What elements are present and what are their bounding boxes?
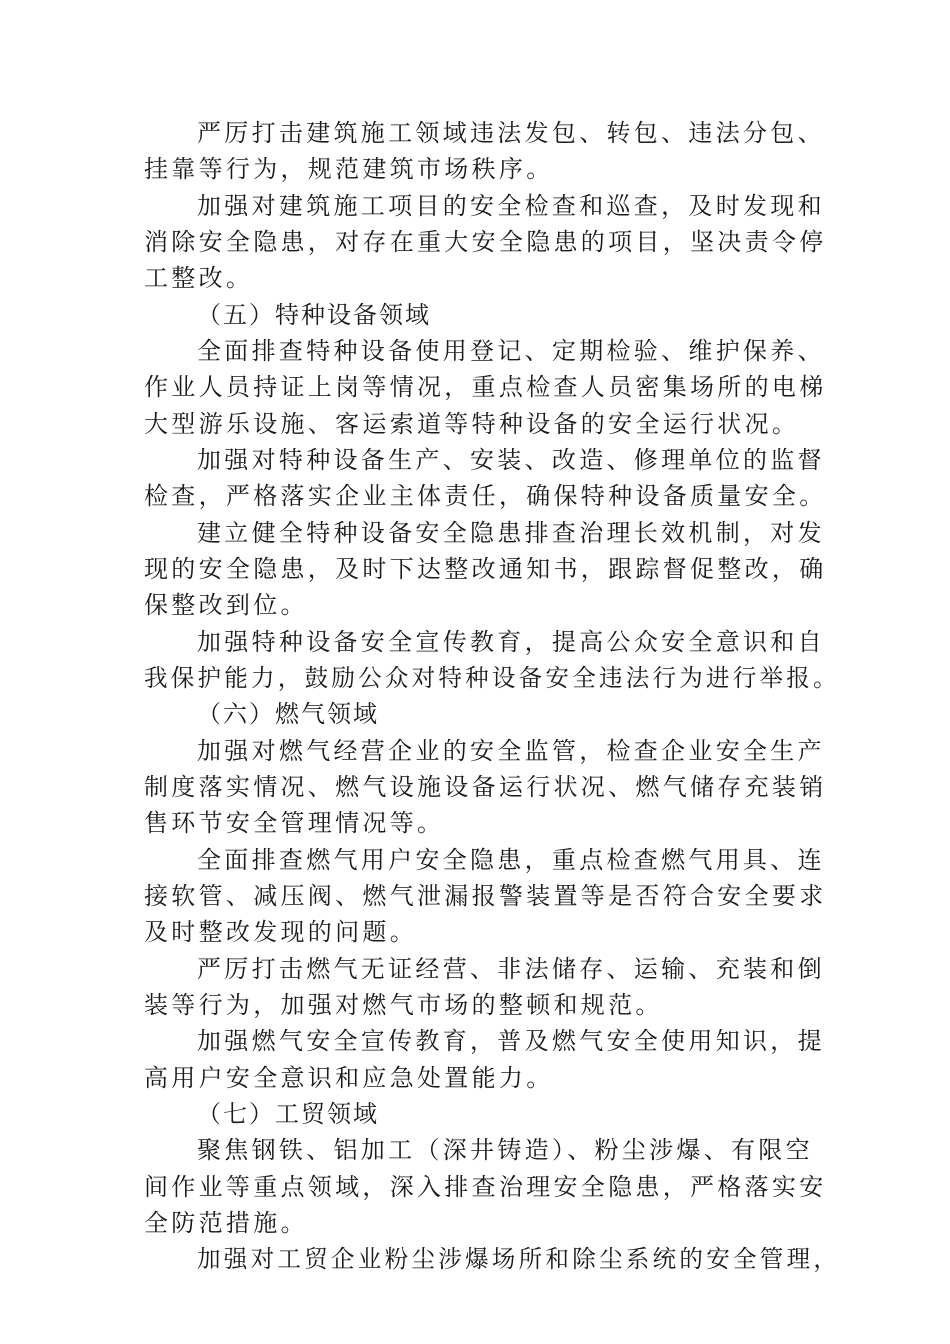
paragraph-line: 加强特种设备安全宣传教育，提高公众安全意识和自 (197, 628, 825, 656)
paragraph-line: 售环节安全管理情况等。 (144, 809, 445, 837)
paragraph-line: 全防范措施。 (144, 1209, 308, 1237)
paragraph-line: 高用户安全意识和应急处置能力。 (144, 1064, 554, 1092)
paragraph-line: 检查，严格落实企业主体责任，确保特种设备质量安全。 (144, 482, 827, 510)
paragraph-line: 加强对建筑施工项目的安全检查和巡查，及时发现和 (197, 192, 825, 220)
paragraph-line: 大型游乐设施、客运索道等特种设备的安全运行状况。 (144, 410, 800, 438)
paragraph-line: 聚焦钢铁、铝加工（深井铸造）、粉尘涉爆、有限空 (197, 1136, 813, 1164)
paragraph-line: 及时整改发现的问题。 (144, 918, 417, 946)
paragraph-line: 接软管、减压阀、燃气泄漏报警装置等是否符合安全要求 (144, 882, 827, 910)
paragraph-line: 消除安全隐患，对存在重大安全隐患的项目，坚决责令停 (144, 228, 827, 256)
paragraph-line: 全面排查特种设备使用登记、定期检验、维护保养、 (197, 337, 825, 365)
section-heading: （七）工贸领域 (197, 1100, 379, 1128)
paragraph-line: 我保护能力，鼓励公众对特种设备安全违法行为进行举报。 (144, 664, 840, 692)
paragraph-line: 现的安全隐患，及时下达整改通知书，跟踪督促整改，确 (144, 555, 827, 583)
section-heading: （五）特种设备领域 (197, 301, 431, 329)
section-heading: （六）燃气领域 (197, 700, 379, 728)
paragraph-line: 间作业等重点领域，深入排查治理安全隐患，严格落实安 (144, 1173, 827, 1201)
paragraph-line: 加强燃气安全宣传教育，普及燃气安全使用知识，提 (197, 1027, 825, 1055)
paragraph-line: 建立健全特种设备安全隐患排查治理长效机制，对发 (197, 519, 825, 547)
paragraph-line: 严厉打击燃气无证经营、非法储存、运输、充装和倒 (197, 955, 825, 983)
paragraph-line: 严厉打击建筑施工领域违法发包、转包、违法分包、 (197, 119, 825, 147)
paragraph-line: 制度落实情况、燃气设施设备运行状况、燃气储存充装销 (144, 773, 827, 801)
paragraph-line: 加强对特种设备生产、安装、改造、修理单位的监督 (197, 446, 825, 474)
paragraph-line: 挂靠等行为，规范建筑市场秩序。 (144, 155, 554, 183)
paragraph-line: 保整改到位。 (144, 591, 308, 619)
paragraph-line: 全面排查燃气用户安全隐患，重点检查燃气用具、连 (197, 846, 825, 874)
paragraph-line: 工整改。 (144, 264, 254, 292)
paragraph-line: 作业人员持证上岗等情况，重点检查人员密集场所的电梯 (144, 373, 827, 401)
paragraph-line: 加强对燃气经营企业的安全监管，检查企业安全生产 (197, 737, 825, 765)
paragraph-line: 加强对工贸企业粉尘涉爆场所和除尘系统的安全管理， (197, 1245, 841, 1273)
paragraph-line: 装等行为，加强对燃气市场的整顿和规范。 (144, 991, 663, 1019)
